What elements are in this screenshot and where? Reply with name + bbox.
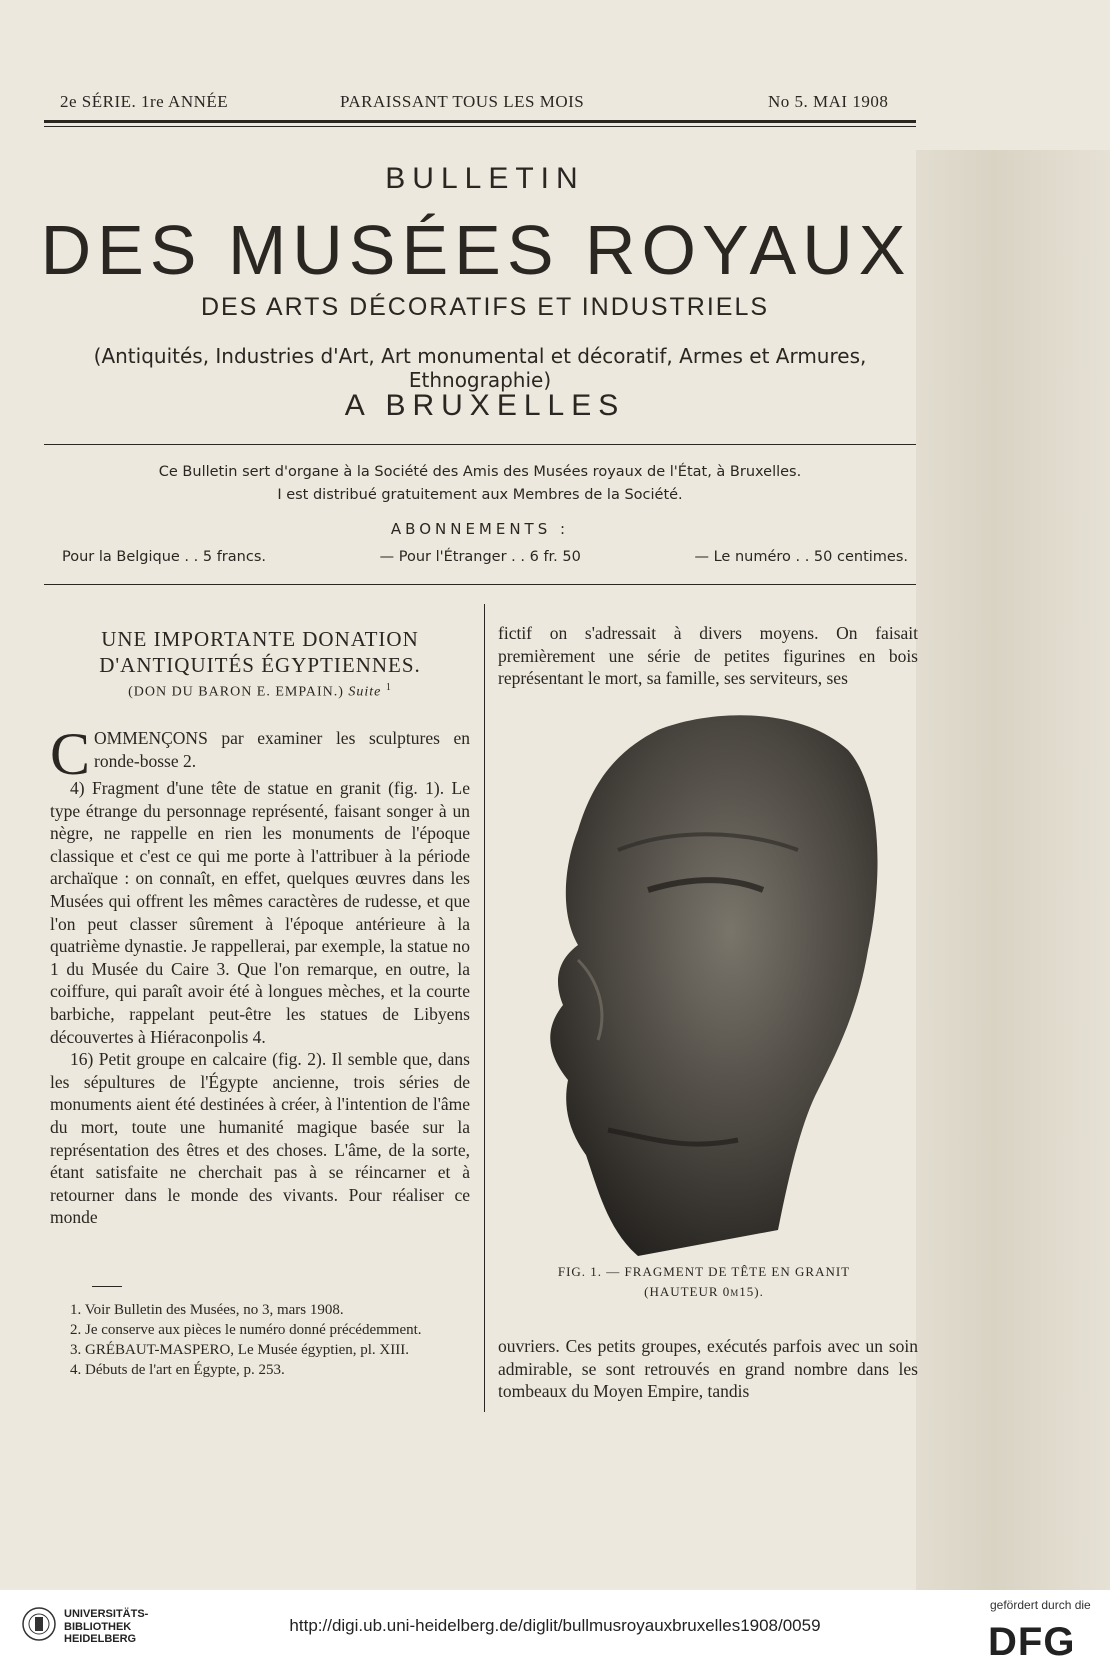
funded-by-label: gefördert durch die bbox=[990, 1598, 1091, 1612]
article-credit-note: 1 bbox=[385, 682, 392, 693]
masthead-subtitle: DES ARTS DÉCORATIFS ET INDUSTRIELS bbox=[200, 293, 770, 321]
next-page-edge bbox=[916, 150, 1110, 1590]
article-right-top: fictif on s'adressait à divers moyens. On faisait premièrement une série de petites figurines en bois représentant le mort, sa famille, ses serviteurs, ses bbox=[498, 623, 918, 689]
permalink-url[interactable]: http://digi.ub.uni-heidelberg.de/diglit/bullmusroyauxbruxelles1908/0059 bbox=[289, 1616, 821, 1635]
notice-abonnements: ABONNEMENTS : bbox=[390, 520, 570, 538]
article-left-column bbox=[50, 721, 470, 1229]
masthead-title: DES MUSÉES ROYAUX bbox=[40, 211, 912, 289]
article-title bbox=[50, 626, 470, 678]
masthead-collections: (Antiquités, Industries d'Art, Art monumental et décoratif, Armes et Armures, Ethnographie) bbox=[93, 344, 867, 392]
price-belgium: Pour la Belgique . . 5 francs. bbox=[62, 549, 266, 565]
notice-line-2: I est distribué gratuitement aux Membres de la Société. bbox=[277, 487, 683, 503]
notice-line-1: Ce Bulletin sert d'organe à la Société des Amis des Musées royaux de l'État, à Bruxelles. bbox=[158, 464, 802, 480]
price-foreign: — Pour l'Étranger . . 6 fr. 50 bbox=[379, 549, 581, 565]
article-para-1: 4) Fragment d'une tête de statue en granit (fig. 1). Le type étrange du personnage représenté, faisant songer à un nègre, ne rappelle en rien les monuments de l'époque classique et c'est ce qui me porte à l'attribuer à la période archaïque : on connaît, en effet, quelques œuvres dans les Musées qui offrent les mêmes caractères de rudesse, et que l'on peut classer sûrement à l'époque antérieure à la quatrième dynastie. Je rappellerai, par exemple, la statue no 1 du Musée du Caire 3. Que l'on remarque, en outre, la coiffure, qui paraît avoir été à longues mèches, et la courte barbiche, rappelant peut-être les statues de Libyens découvertes à Hiéraconpolis 4. bbox=[50, 778, 470, 1047]
header-rule-thin bbox=[44, 126, 916, 127]
dropcap: C bbox=[50, 721, 91, 787]
footnote-3: 3. GRÉBAUT-MASPERO, Le Musée égyptien, pl. XIII. bbox=[70, 1342, 410, 1358]
article-right-bottom: ouvriers. Ces petits groupes, exécutés parfois avec un soin admirable, se sont retrouvés en grand nombre dans les tombeaux du Moyen Empire, tandis bbox=[498, 1336, 918, 1402]
footnotes bbox=[50, 1300, 480, 1380]
article-para-2: 16) Petit groupe en calcaire (fig. 2). Il semble que, dans les sépultures de l'Égypte ancienne, trois séries de monuments aient été destinées à créer, à l'intention de l'âme du mort, toute une humanité magique basée sur la représentation des êtres et des choses. L'âme, de la sorte, étant satisfaite ne cherchait pas à se réincarner et à retourner dans le monde des vivants. Pour réaliser ce monde bbox=[50, 1049, 470, 1228]
article-intro: OMMENÇONS par examiner les sculptures en ronde-bosse 2. bbox=[94, 728, 470, 771]
notice-rule bbox=[44, 584, 916, 585]
notice-prices bbox=[62, 549, 908, 565]
header-frequency: PARAISSANT TOUS LES MOIS bbox=[340, 92, 585, 111]
figure-caption-line-2: (HAUTEUR 0m15). bbox=[644, 1284, 764, 1299]
figure-caption-line-1: FIG. 1. — FRAGMENT DE TÊTE EN GRANIT bbox=[557, 1264, 851, 1279]
header-issue: No 5. MAI 1908 bbox=[768, 92, 889, 111]
library-line-1: UNIVERSITÄTS- bbox=[64, 1608, 149, 1620]
footnote-rule bbox=[92, 1286, 122, 1287]
masthead-city: A BRUXELLES bbox=[344, 389, 626, 422]
article-credit-suite: Suite bbox=[348, 684, 382, 700]
price-issue: — Le numéro . . 50 centimes. bbox=[694, 549, 908, 565]
footnote-2: 2. Je conserve aux pièces le numéro donné précédemment. bbox=[70, 1322, 422, 1338]
footnote-1: 1. Voir Bulletin des Musées, no 3, mars 1908. bbox=[70, 1302, 344, 1318]
dfg-logo: DFG bbox=[988, 1620, 1076, 1664]
article-title-line-2: D'ANTIQUITÉS ÉGYPTIENNES. bbox=[99, 653, 421, 677]
header-rule-thick bbox=[44, 120, 916, 123]
masthead-bulletin: BULLETIN bbox=[385, 162, 585, 195]
figure-head-fragment bbox=[538, 710, 886, 1256]
footnote-4: 4. Débuts de l'art en Égypte, p. 253. bbox=[70, 1362, 285, 1378]
library-line-3: HEIDELBERG bbox=[64, 1633, 137, 1645]
article-credit-text: (DON DU BARON E. EMPAIN.) bbox=[128, 684, 344, 700]
article-credit bbox=[50, 682, 470, 701]
header-series: 2e SÉRIE. 1re ANNÉE bbox=[60, 92, 229, 111]
article-title-line-1: UNE IMPORTANTE DONATION bbox=[101, 627, 419, 651]
masthead-rule bbox=[44, 444, 916, 445]
library-line-2: BIBLIOTHEK bbox=[64, 1620, 132, 1633]
